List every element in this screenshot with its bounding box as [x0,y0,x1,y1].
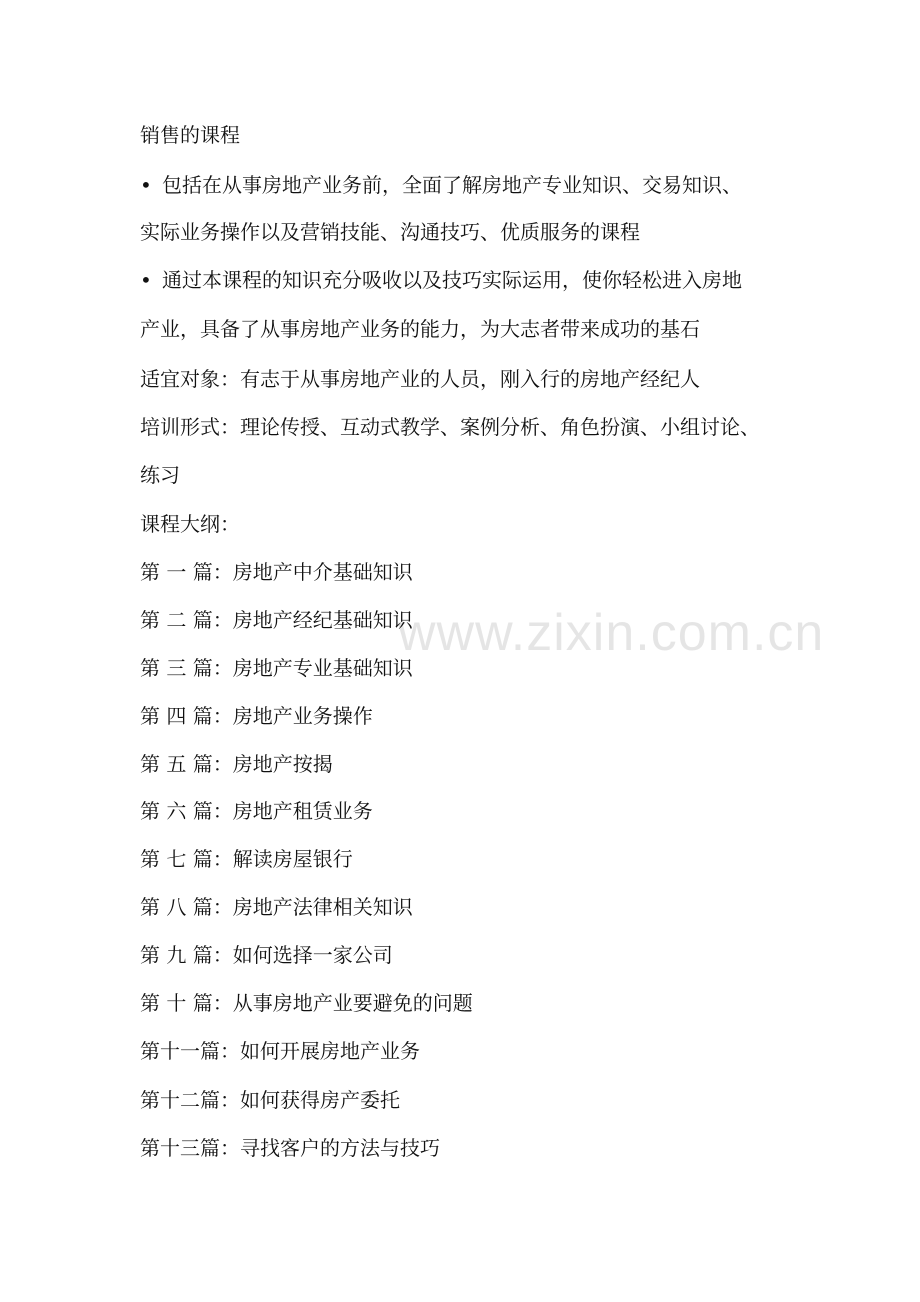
outline-item-12 [140,1086,400,1114]
outline-title-text: 从事房地产业要避免的问题 [232,991,473,1015]
outline-label: 第 一 篇： [140,560,233,584]
outline-label: 第 十 篇： [140,991,233,1015]
outline-label: 第 九 篇： [140,943,233,967]
outline-item-5 [140,750,333,778]
outline-label: 第 四 篇： [140,704,233,728]
bullet-text: 通过本课程的知识充分吸收以及技巧实际运用，使你轻松进入房地 [162,268,742,292]
outline-label: 第十二篇： [140,1088,240,1112]
outline-title: 课程大纲： [140,512,240,536]
bullet-dot: • [140,173,152,197]
outline-title-text: 房地产中介基础知识 [232,560,413,584]
bullet-dot: • [140,268,152,292]
outline-label: 第 五 篇： [140,752,233,776]
bullet-text: 包括在从事房地产业务前，全面了解房地产专业知识、交易知识、 [162,173,742,197]
heading: 销售的课程 [140,123,240,147]
outline-item-9 [140,941,393,969]
outline-label: 第 三 篇： [140,656,233,680]
outline-item-11 [140,1037,420,1065]
outline-item-7 [140,845,353,873]
format-line-2: 练习 [140,463,180,487]
outline-title-text: 房地产业务操作 [232,704,373,728]
outline-title-text: 房地产法律相关知识 [232,895,413,919]
outline-title-text: 解读房屋银行 [232,847,353,871]
outline-title-text: 如何选择一家公司 [232,943,393,967]
outline-item-10 [140,989,473,1017]
audience-line: 适宜对象：有志于从事房地产业的人员，刚入行的房地产经纪人 [140,367,700,391]
outline-label: 第十三篇： [140,1136,240,1160]
outline-label: 第十一篇： [140,1039,240,1063]
outline-item-8 [140,893,413,921]
format-line-1: 培训形式：理论传授、互动式教学、案例分析、角色扮演、小组讨论、 [140,415,760,439]
outline-item-6 [140,797,373,825]
outline-title-text: 如何开展房地产业务 [240,1039,420,1063]
outline-item-2 [140,606,413,634]
outline-item-1 [140,558,413,586]
bullet-1-line-1 [140,171,742,199]
outline-item-3 [140,654,413,682]
bullet-2-line-1 [140,266,742,294]
watermark: www.zixin.com.cn [398,604,825,662]
outline-title-text: 寻找客户的方法与技巧 [240,1136,440,1160]
outline-item-4 [140,702,373,730]
outline-label: 第 八 篇： [140,895,233,919]
outline-label: 第 六 篇： [140,799,233,823]
bullet-1-line-2: 实际业务操作以及营销技能、沟通技巧、优质服务的课程 [140,220,640,244]
outline-title-text: 房地产租赁业务 [232,799,373,823]
outline-title-text: 如何获得房产委托 [240,1088,400,1112]
outline-title-text: 房地产按揭 [232,752,333,776]
outline-title-text: 房地产经纪基础知识 [232,608,413,632]
bullet-2-line-2: 产业，具备了从事房地产业务的能力，为大志者带来成功的基石 [140,317,700,341]
outline-label: 第 七 篇： [140,847,233,871]
outline-title-text: 房地产专业基础知识 [232,656,413,680]
outline-label: 第 二 篇： [140,608,233,632]
outline-item-13 [140,1134,440,1162]
